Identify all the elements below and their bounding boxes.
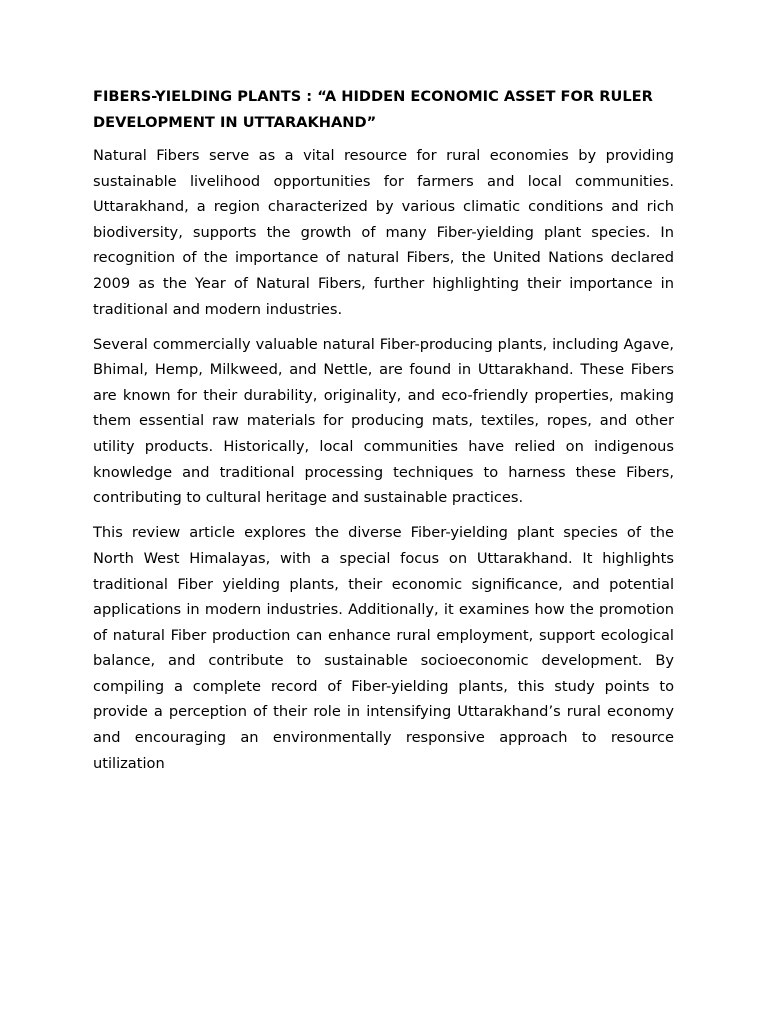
document-body xyxy=(93,84,674,786)
paragraph-1: Natural Fibers serve as a vital resource for rural economies by providing sustainable livelihood opportunities for farmers and local communities. Uttarakhand, a region characterized by various climatic conditions and rich biodiversity, supports the growth of many Fiber-yielding plant species. In recognition of the importance of natural Fibers, the United Nations declared 2009 as the Year of Natural Fibers, further highlighting their importance in traditional and modern industries. xyxy=(93,147,674,318)
paragraph-2: Several commercially valuable natural Fiber-producing plants, including Agave, Bhimal, Hemp, Milkweed, and Nettle, are found in Uttarakhand. These Fibers are known for their durability, originality, and eco-friendly properties, making them essential raw materials for producing mats, textiles, ropes, and other utility products. Historically, local communities have relied on indigenous knowledge and traditional processing techniques to harness these Fibers, contributing to cultural heritage and sustainable practices. xyxy=(93,335,674,507)
document-title: FIBERS-YIELDING PLANTS : “A HIDDEN ECONOMIC ASSET FOR RULER DEVELOPMENT IN UTTARAKHAND” xyxy=(93,88,653,131)
paragraph-3: This review article explores the diverse Fiber-yielding plant species of the North West Himalayas, with a special focus on Uttarakhand. It highlights traditional Fiber yielding plants, their economic significance, and potential applications in modern industries. Additionally, it examines how the promotion of natural Fiber production can enhance rural employment, support ecological balance, and contribute to sustainable socioeconomic development. By compiling a complete record of Fiber-yielding plants, this study points to provide a perception of their role in intensifying Uttarakhand’s rural economy and encouraging an environmentally responsive approach to resource utilization xyxy=(93,524,674,772)
